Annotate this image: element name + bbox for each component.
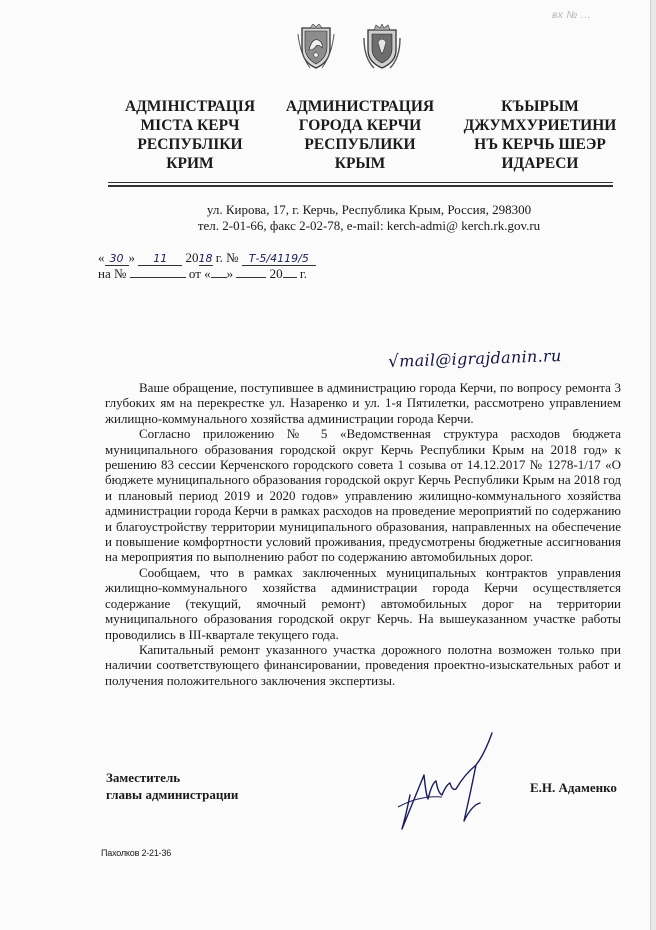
body-paragraph: Ваше обращение, поступившее в администрацию города Керчи, по вопросу ремонта 3 глубоких ям на перекрестке ул. Назаренко и ул. 1-я Пятилетки, рассмотрено управлением жилищно-коммунального хозяйства администрации города Керчи.: [105, 380, 621, 426]
header-divider-thick: [108, 185, 613, 187]
handwritten-email: √mail@igrajdanin.ru: [387, 345, 562, 373]
ref-number: Т-5/4119/5: [242, 252, 316, 266]
ref-year: 18: [198, 252, 213, 265]
header-russian: АДМИНИСТРАЦИЯ ГОРОДА КЕРЧИ РЕСПУБЛИКИ КРЫМ: [285, 98, 435, 172]
incoming-reference: на № от « » 20 г.: [98, 266, 308, 281]
registration-stamp-mark: вх № ...: [552, 10, 591, 21]
outgoing-reference: « 30 » 11 2018 г. № Т-5/4119/5: [98, 250, 316, 266]
signatory-role: Заместитель главы администрации: [106, 770, 239, 802]
ref-month: 11: [138, 252, 182, 266]
header-crimean-tatar: КЪЫРЫМ ДЖУМХУРИЕТИНИ НЪ КЕРЧЬ ШЕЭР ИДАРЕСИ: [463, 98, 617, 172]
handwritten-signature-icon: [380, 725, 520, 835]
address-line: ул. Кирова, 17, г. Керчь, Республика Крым, Россия, 298300: [206, 202, 532, 217]
crimea-coat-of-arms-icon: [296, 24, 336, 70]
signatory-name: Е.Н. Адаменко: [530, 780, 617, 795]
contacts-line: тел. 2-01-66, факс 2-02-78, e-mail: kerch-admi@ kerch.rk.gov.ru: [197, 218, 541, 233]
letter-body: [105, 380, 621, 688]
ref-day: 30: [105, 252, 129, 266]
header-ukrainian: АДМІНІСТРАЦІЯ МІСТА КЕРЧ РЕСПУБЛІКИ КРИМ: [124, 98, 256, 172]
body-paragraph: Сообщаем, что в рамках заключенных муниципальных контрактов управления жилищно-коммунального хозяйства администрации города Керчи осуществляется содержание (текущий, ямочный ремонт) автомобильных дорог на территории муниципального образования городской округ Керчь. На вышеуказанном участке работы проводились в III-квартале текущего года.: [105, 564, 621, 642]
header-divider-thin: [108, 182, 613, 183]
body-paragraph: Согласно приложению № 5 «Ведомственная структура расходов бюджета муниципального образования городской округ Керчь Республики Крым на 2018 год» к решению 83 сессии Керченского городского совета 1 созыва от 14.12.2017 № 1278-1/17 «О бюджете муниципального образования городской округ Керчь Республики Крым на 2018 год и плановый период 2019 и 2020 годов» управлению жилищно-коммунального хозяйства администрации города Керчи в рамках расходов на проведение мероприятий по содержанию и благоустройству территории муниципального образования, направленных на обеспечение и повышение комфортности условий проживания, предусмотрены бюджетные ассигнования на мероприятия по выполнению работ по содержанию автомобильных дорог.: [105, 426, 621, 565]
kerch-coat-of-arms-icon: [362, 24, 402, 70]
executor-note: Пахолков 2-21-36: [101, 848, 172, 858]
body-paragraph: Капитальный ремонт указанного участка дорожного полотна возможен только при наличии соответствующего финансировании, проведения проектно-изыскательных работ и получения положительного заключения экспертизы.: [105, 641, 621, 688]
